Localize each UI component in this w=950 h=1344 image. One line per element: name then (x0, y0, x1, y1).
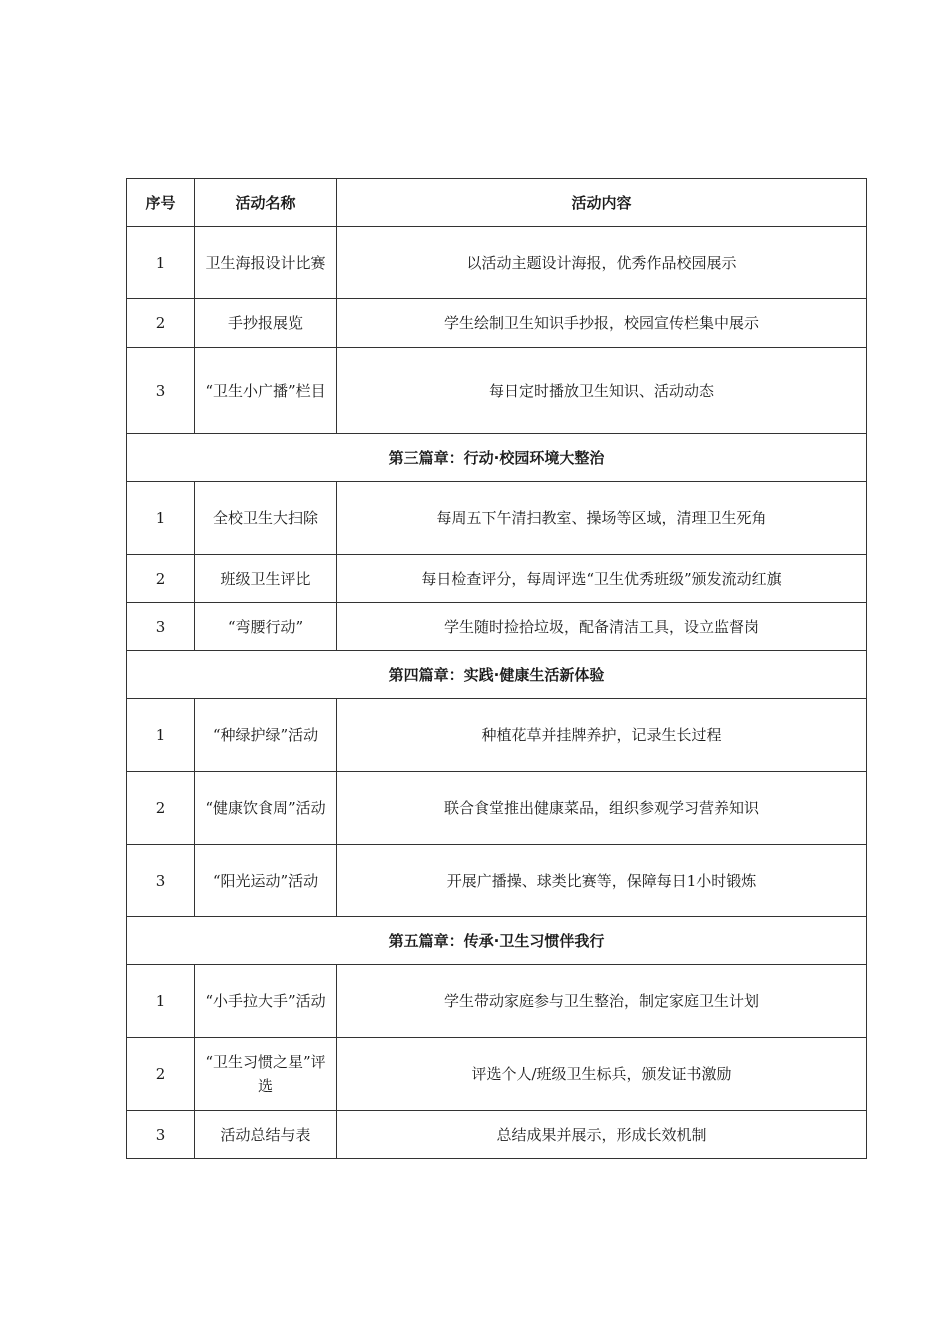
row-no: 1 (127, 965, 195, 1038)
row-activity-name: “小手拉大手”活动 (195, 965, 337, 1038)
row-no: 1 (127, 699, 195, 772)
activity-plan-table (126, 178, 867, 1159)
row-activity-content: 每日检查评分，每周评选“卫生优秀班级”颁发流动红旗 (337, 555, 867, 603)
chapter-row (127, 917, 867, 965)
row-no: 2 (127, 1038, 195, 1111)
row-no: 3 (127, 845, 195, 917)
table-row (127, 227, 867, 299)
table-header-row (127, 179, 867, 227)
table-row (127, 603, 867, 651)
row-no: 1 (127, 227, 195, 299)
row-activity-content: 联合食堂推出健康菜品，组织参观学习营养知识 (337, 772, 867, 845)
row-activity-content: 评选个人/班级卫生标兵，颁发证书激励 (337, 1038, 867, 1111)
row-no: 3 (127, 1111, 195, 1159)
row-activity-name: “阳光运动”活动 (195, 845, 337, 917)
row-activity-content: 学生绘制卫生知识手抄报，校园宣传栏集中展示 (337, 299, 867, 348)
row-activity-name: “弯腰行动” (195, 603, 337, 651)
row-activity-content: 每日定时播放卫生知识、活动动态 (337, 348, 867, 434)
row-activity-content: 学生带动家庭参与卫生整治，制定家庭卫生计划 (337, 965, 867, 1038)
row-activity-name: “卫生习惯之星”评选 (195, 1038, 337, 1111)
table-row (127, 348, 867, 434)
table-row (127, 1038, 867, 1111)
chapter-title: 第三篇章：行动·校园环境大整治 (127, 434, 867, 482)
table-row (127, 699, 867, 772)
chapter-row (127, 434, 867, 482)
chapter-row (127, 651, 867, 699)
header-content: 活动内容 (337, 179, 867, 227)
header-name: 活动名称 (195, 179, 337, 227)
row-activity-name: 手抄报展览 (195, 299, 337, 348)
table-row (127, 845, 867, 917)
table-row (127, 1111, 867, 1159)
table-row (127, 965, 867, 1038)
row-activity-name: 班级卫生评比 (195, 555, 337, 603)
row-activity-content: 开展广播操、球类比赛等，保障每日1小时锻炼 (337, 845, 867, 917)
table-row (127, 299, 867, 348)
row-activity-name: 活动总结与表 (195, 1111, 337, 1159)
row-activity-content: 总结成果并展示，形成长效机制 (337, 1111, 867, 1159)
chapter-title: 第五篇章：传承·卫生习惯伴我行 (127, 917, 867, 965)
row-activity-name: “卫生小广播”栏目 (195, 348, 337, 434)
row-activity-content: 种植花草并挂牌养护，记录生长过程 (337, 699, 867, 772)
row-no: 2 (127, 299, 195, 348)
row-activity-name: 全校卫生大扫除 (195, 482, 337, 555)
row-no: 2 (127, 772, 195, 845)
row-no: 3 (127, 348, 195, 434)
chapter-title: 第四篇章：实践·健康生活新体验 (127, 651, 867, 699)
row-activity-content: 学生随时捡拾垃圾，配备清洁工具，设立监督岗 (337, 603, 867, 651)
row-no: 2 (127, 555, 195, 603)
row-activity-content: 每周五下午清扫教室、操场等区域，清理卫生死角 (337, 482, 867, 555)
row-activity-content: 以活动主题设计海报，优秀作品校园展示 (337, 227, 867, 299)
table-row (127, 482, 867, 555)
table-row (127, 772, 867, 845)
row-activity-name: 卫生海报设计比赛 (195, 227, 337, 299)
row-activity-name: “健康饮食周”活动 (195, 772, 337, 845)
row-no: 1 (127, 482, 195, 555)
header-no: 序号 (127, 179, 195, 227)
row-no: 3 (127, 603, 195, 651)
table-row (127, 555, 867, 603)
row-activity-name: “种绿护绿”活动 (195, 699, 337, 772)
